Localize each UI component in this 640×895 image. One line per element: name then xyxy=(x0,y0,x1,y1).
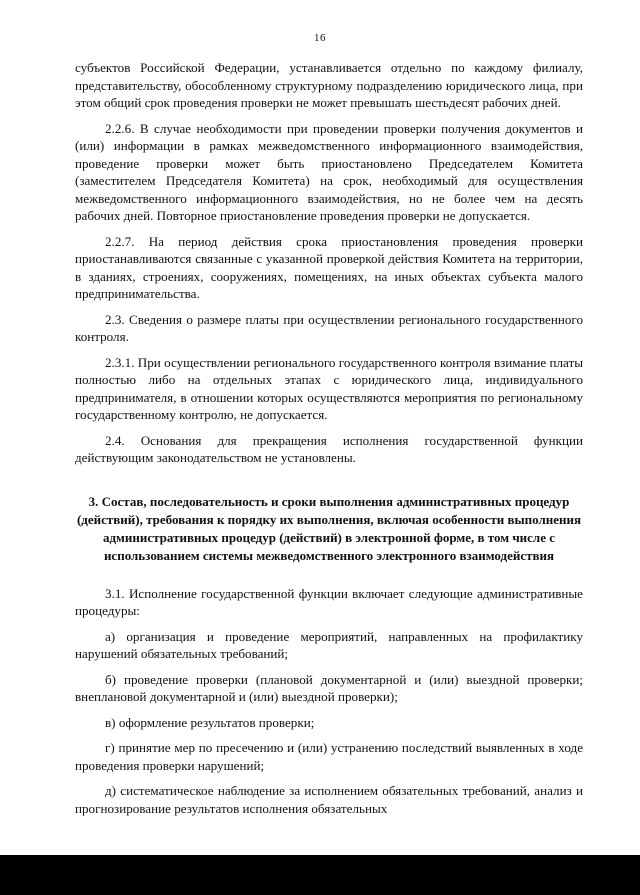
paragraph-2-3: 2.3. Сведения о размере платы при осуществлении регионального государственного контроля. xyxy=(75,311,583,344)
list-item-d: д) систематическое наблюдение за исполнением обязательных требований, анализ и прогнозирование результатов исполнения обязательных xyxy=(75,783,583,816)
list-item-g: г) принятие мер по пресечению и (или) устранению последствий выявленных в ходе проведения проверки нарушений; xyxy=(75,740,583,773)
scan-bottom-border xyxy=(0,855,640,895)
page-number: 16 xyxy=(314,32,326,44)
paragraph-2-3-1: 2.3.1. При осуществлении регионального государственного контроля взимание платы полностью либо на отдельных этапах с юридического лица, индивидуального предпринимателя, в отношении которых осуществляются мероприятия по региональному государственному контролю, не допускается. xyxy=(75,354,583,422)
paragraph-2-2-6: 2.2.6. В случае необходимости при проведении проверки получения документов и (или) информации в рамках межведомственного информационного взаимодействия, проведение проверки может быть приостановлено Председателем Комитета (заместителем Председателя Комитета) на срок, необходимый для осуществления межведомственного информационного взаимодействия, но не более чем на десять рабочих дней. Повторное приостановление проведения проверки не допускается. xyxy=(75,120,583,223)
paragraph-3-1: 3.1. Исполнение государственной функции включает следующие административные процедуры: xyxy=(75,585,583,618)
list-item-v: в) оформление результатов проверки; xyxy=(105,714,315,730)
section-3-heading: 3. Состав, последовательность и сроки выполнения административных процедур (действий), требования к порядку их выполнения, включая особенности выполнения административных процедур (действий) в электронной форме, в том числе с использованием системы межведомственного электронного взаимодействия xyxy=(76,493,582,563)
page-content xyxy=(75,59,583,825)
list-item-b: б) проведение проверки (плановой документарной и (или) выездной проверки; внеплановой документарной и (или) выездной проверки); xyxy=(75,671,583,704)
paragraph-continued: субъектов Российской Федерации, устанавливается отдельно по каждому филиалу, представительству, обособленному структурному подразделению юридического лица, при этом общий срок проведения проверки не может превышать шестьдесят рабочих дней. xyxy=(75,60,583,110)
list-item-a: а) организация и проведение мероприятий, направленных на профилактику нарушений обязательных требований; xyxy=(75,628,583,661)
paragraph-2-2-7: 2.2.7. На период действия срока приостановления проведения проверки приостанавливаются связанные с указанной проверкой действия Комитета на территории, в зданиях, строениях, сооружениях, помещениях, на иных объектах субъекта малого предпринимательства. xyxy=(75,233,583,301)
paragraph-2-4: 2.4. Основания для прекращения исполнения государственной функции действующим законодательством не установлены. xyxy=(75,432,583,465)
